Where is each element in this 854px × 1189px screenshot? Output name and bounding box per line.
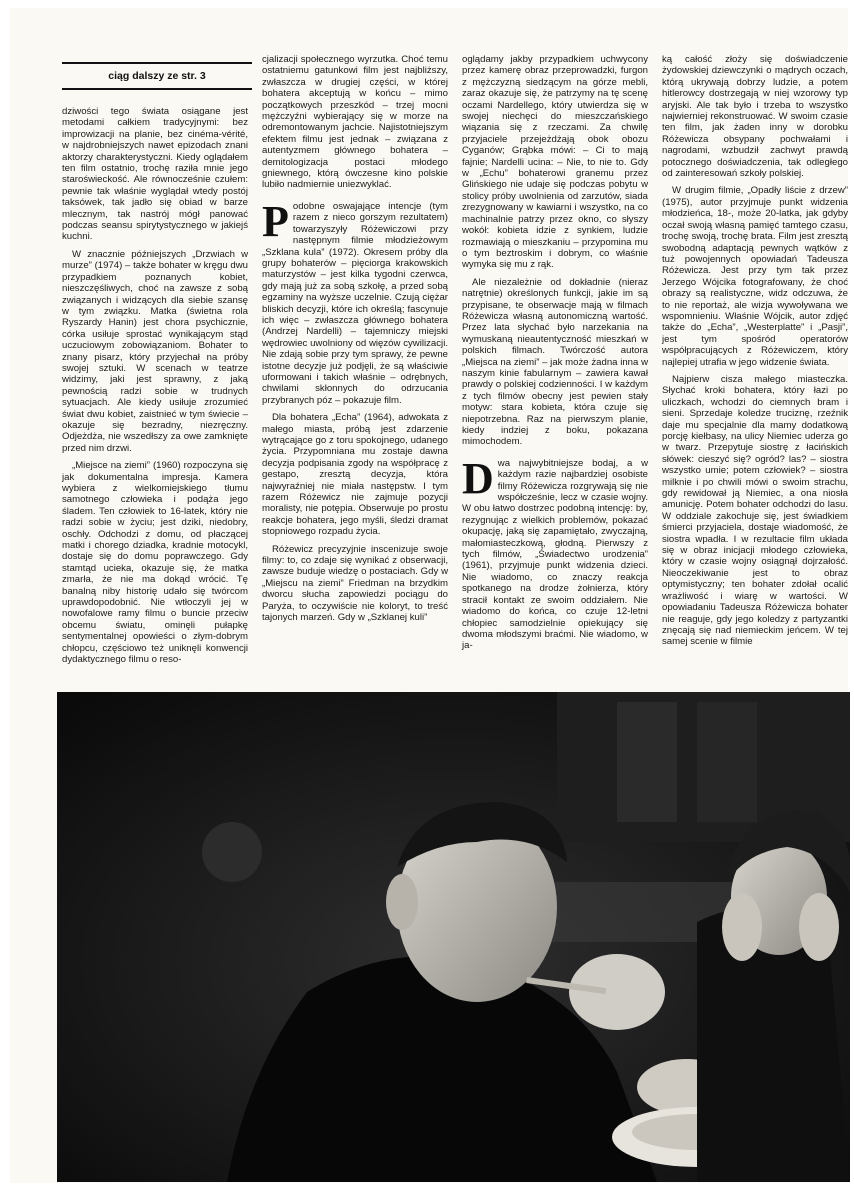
paragraph-with-dropcap xyxy=(462,453,648,652)
paragraph: W znacznie późniejszych „Drzwiach w murze” (1974) – także bohater w kręgu dwu przypadkiem poznanych kobiet, nieszczęśliwych, choć na zawsze z sobą związanych i widzących dla siebie szansę w tym związku. Matka (świetna rola Ryszardy Hanin) jest chora psychicznie, córka usiłuje sprostać wynikającym stąd uczuciowym zobowiązaniom. Bohater to znany pisarz, który przyjechał na próby swojej sztuki. W scenach w teatrze widzimy, jaki jest sprawny, z jaką pewnością radzi sobie w trudnych sytuacjach. Ale kiedy usiłuje zrozumieć świat dwu kobiet, zaistnieć w tym świecie – okazuje się bezradny, niezręczny. Odjeżdża, nie wszedłszy za owe zamknięte przed nim drzwi. xyxy=(62,248,248,454)
text-column-3 xyxy=(462,54,648,658)
paragraph: ką całość złoży się doświadczenie żydowskiej dziewczynki o mądrych oczach, którą ukrywają dobrzy ludzie, a potem hitlerowcy dostrzegają w niej wzorowy typ aryjski. Ale tak było i trzeba to wszystko najwierniej rekonstruować. W swoim czasie ten film, jak żaden inny w dorobku Różewicza obsypany pochwałami i nagrodami, wzbudził zachwyt prawdą potocznego doświadczenia, tak odległego od zainteresowań szkoły polskiej. xyxy=(662,54,848,180)
header-rule-bottom xyxy=(62,88,252,90)
paragraph-with-dropcap xyxy=(262,196,448,406)
paragraph: W drugim filmie, „Opadły liście z drzew” (1975), autor przyjmuje punkt widzenia młodzieńca, 18-, może 20-latka, jak gdyby oczał swoją własną pamięć tamtego czasu, trochę swoją, trochę brata. Film jest zresztą swobodną adaptacją pewnych wątków z tuż powojennych opowiadań Tadeusza Różewicza. Jest przy tym tak przez Jerzego Wójcika fotografowany, że choć obrazy są realistyczne, widz odczuwa, że to nie reportaż, ale wizja wywoływana we wspomnieniu. Właśnie Wójcik, autor zdjęć także do „Echa”, „Westerplatte” i „Pasji”, jest tym spośród operatorów współpracujących z Różewiczem, który najlepiej utrafia w jego widzenie świata. xyxy=(662,185,848,368)
header-rule-top xyxy=(62,62,252,64)
paragraph: Dla bohatera „Echa” (1964), adwokata z małego miasta, próbą jest zdarzenie wytrącające go z toru spokojnego, udanego życia. Przypomniana mu zostaje dawna decyzja podpisania zgody na współpracę z gestapo, zresztą decyzja, która najwyraźniej nie miała następstw. I tym razem Różewicz nie zajmuje pozycji moralisty, nie potępia. Obserwuje po prostu reakcje bohatera, jego myśli, śledzi dramat stopniowego rozpadu życia. xyxy=(262,412,448,538)
dropcap-letter: P xyxy=(262,196,289,246)
dropcap-letter: D xyxy=(462,453,494,503)
continued-from-label: ciąg dalszy ze str. 3 xyxy=(108,70,206,82)
text-column-1 xyxy=(62,106,248,672)
film-still-photo-icon xyxy=(57,692,850,1182)
text-column-4 xyxy=(662,54,848,654)
paragraph-text: odobne oswajające intencje (tym razem z nieco gorszym rezultatem) towarzyszyły Różewiczowi przy następnym filmie młodzieżowym „Szklana kula” (1972). Okresem próby dla grupy bohaterów – pięciorga krakowskich maturzystów – jest kilka tygodni czerwca, gdy mają już za sobą szkołę, a przed sobą egzaminy na wyższe uczelnie. Czują ciężar bliskich decyzji, które ich określą; fascynuje ich więc – zwłaszcza głównego bohatera (Andrzej Nardelli) – tajemniczy miejski wędrowiec uwolniony od więzów cywilizacji. Nie zdają sobie przy tym sprawy, że pewne istotne decyzje już podjęli, że są właściwie uformowani i takich właśnie – odrębnych, chwilami skłonnych do odrzucania przybranych póz – pokazuje film. xyxy=(262,200,448,406)
paragraph: oglądamy jakby przypadkiem uchwycony przez kamerę obraz przeprowadzki, furgon z mężczyzną siedzącym na górze mebli, zaraz okazuje się, że patrzymy na tę scenę oczami Nardellego, który utwierdza się w swojej niechęci do mieszczańskiego wiązania się z rzeczami. Za chwilę przyjaciele przejeżdżają obok obozu Cyganów; Grąbka mówi: – Ci to mają fajnie; Nardelli ucina: – Nie, to nie to. Gdy w „Echu” bohaterowi granemu przez Glińskiego nie udaje się podczas pobytu w stolicy próby uwolnienia od zarzutów, siada zrezygnowany w kawiarni i wszystko, na co machinalnie patrzy przez okno, co słyszy wokół: kobieta idzie z synkiem, ludzie rozmawiają o mieszkaniu – przypomina mu o tym beztroskim i dobrym, co właśnie wymyka się mu z rąk. xyxy=(462,54,648,271)
paragraph: dziwości tego świata osiągane jest metodami całkiem tradycyjnymi: bez improwizacji na planie, bez cinéma-vérité, w najdrobniejszych nawet epizodach znani aktorzy charakterystyczni. Kiedy oglądałem ten film ostatnio, trochę raziła mnie jego staroświeckość. Ale równocześnie czułem: pewnie tak właśnie wyglądał wtedy postój taksówek, tak jadło się obiad w barze mlecznym, tak nastrój mógł panować podczas seansu spirytystycznego w jakiejś kuchni. xyxy=(62,106,248,243)
paragraph: Ale niezależnie od dokładnie (nieraz natrętnie) określonych funkcji, jakie im są przypisane, te obserwacje mają w filmach Różewicza własną autonomiczną wartość. Przez lata słychać było narzekania na wymuskaną nieautentyczność mieszkań w polskich filmach. Twórczość autora „Miejsca na ziemi” – jak może żadna inna w naszym kinie fabularnym – zawiera kawał prawdy o polskiej codzienności. I w każdym z tych filmów obecny jest pewien stały motyw: stara kobieta, która czuje się niepotrzebna. Raz na pierwszym planie, kiedy indziej z boku, pokazana mimochodem. xyxy=(462,276,648,448)
paragraph: Różewicz precyzyjnie inscenizuje swoje filmy: to, co zdaje się wynikać z obserwacji, zawsze buduje wiedzę o postaciach. Gdy w „Miejscu na ziemi” Friedman na brzydkim dworcu słucha zapowiedzi pociągu do Paryża, to oczywiście nie koloryt, to treść tajonych marzeń. Gdy w „Szklanej kuli” xyxy=(262,543,448,624)
paragraph: Najpierw cisza małego miasteczka. Słychać kroki bohatera, który łazi po uliczkach, wchodzi do ciemnych bram i sieni. Sprzedaje koledze truciznę, rzeźnik daje mu specjalnie dla mamy dodatkową porcję kiełbasy, na ulicy Niemiec uderza go w twarz. Przepytuje siostrę z łacińskich słówek: cieszyć się? ogród? las? – siostra wszystko umie; potem człowiek? – siostra milknie i po chwili mówi o swoim strachu, gdy rewidował ją Niemiec, a ona niosła amunicję. Potem bohater odchodzi do lasu. W oddziale zakochuje się, jest świadkiem śmierci przyjaciela, dostaje wiadomość, że siostra wpadła. I w rezultacie film układa się w obraz inicjacji młodego człowieka, który w czasie wojny osiągnął dojrzałość. Nieoczekiwanie jest to obraz optymistyczny; ten bohater zdołał ocalić wrażliwość i wiarę w wartości. W opowiadaniu Tadeusza Różewicza bohater nie reaguje, gdy jego koledzy z partyzantki znęcają się nad niemieckim jeńcem. W tej samej scenie w filmie xyxy=(662,373,848,648)
paragraph: cjalizacji społecznego wyrzutka. Choć temu ostatniemu gatunkowi film jest najbliższy, zwłaszcza w drugiej części, w której bohatera akceptują w końcu – mimo początkowych przeszkód – trzej mocni mężczyźni wybierający się w morze na odremontowanym jachcie. Najistotniejszym efektem filmu jest jednak – związana z autentyzmem głównego bohatera – demitologizacja postaci młodego gniewnego, którą ówczesne kino polskie lubiło nadmiernie uniezwyklać. xyxy=(262,54,448,191)
paragraph: „Miejsce na ziemi” (1960) rozpoczyna się jak dokumentalna impresja. Kamera wybiera z wielkomiejskiego tłumu samotnego człowieka i podąża jego śladem. Ten człowiek to 16-latek, który nie radzi sobie w życiu; jest dziki, niedobry, oschły. Odchodzi z domu, od płaczącej matki i chorego dziadka, kradnie motocykl, dostaje się do domu poprawczego. Gdy stamtąd ucieka, okazuje się, że matka zmarła, że nie ma dokąd wrócić. Tę banalną niby historię udało się twórcom uprawdopodobnić. Nie wtłoczyli jej w nowofalowe ramy filmu o buncie przeciw obcemu światu, ominęli pułapkę sentymentalnej opowieści o złym-dobrym chłopcu, częściowo też uniknęli konwencji dydaktycznego filmu o reso- xyxy=(62,460,248,666)
paragraph-text: wa najwybitniejsze bodaj, a w każdym razie najbardziej osobiste filmy Różewicza rozgrywają się nie współcześnie, lecz w czasie wojny. W obu łatwo dostrzec podobną intencję: by, rezygnując z wielkich problemów, pokazać okupację, jaką się zapamiętało, zwyczajną, małomiasteczkową, głodną. Pierwszy z tych filmów, „Świadectwo urodzenia” (1961), przyjmuje punkt widzenia dzieci. Nie wiadomo, co znaczy reakcja spotkanego na drodze żołnierza, który stracił kontakt ze swoim oddziałem. Nie wiadomo do końca, co czuje 12-letni chłopiec samodzielnie opiekujący się dwoma młodszymi braćmi. Nie wiadomo, w ja- xyxy=(462,457,648,652)
text-column-2 xyxy=(262,54,448,630)
film-still-photo xyxy=(57,692,850,1182)
